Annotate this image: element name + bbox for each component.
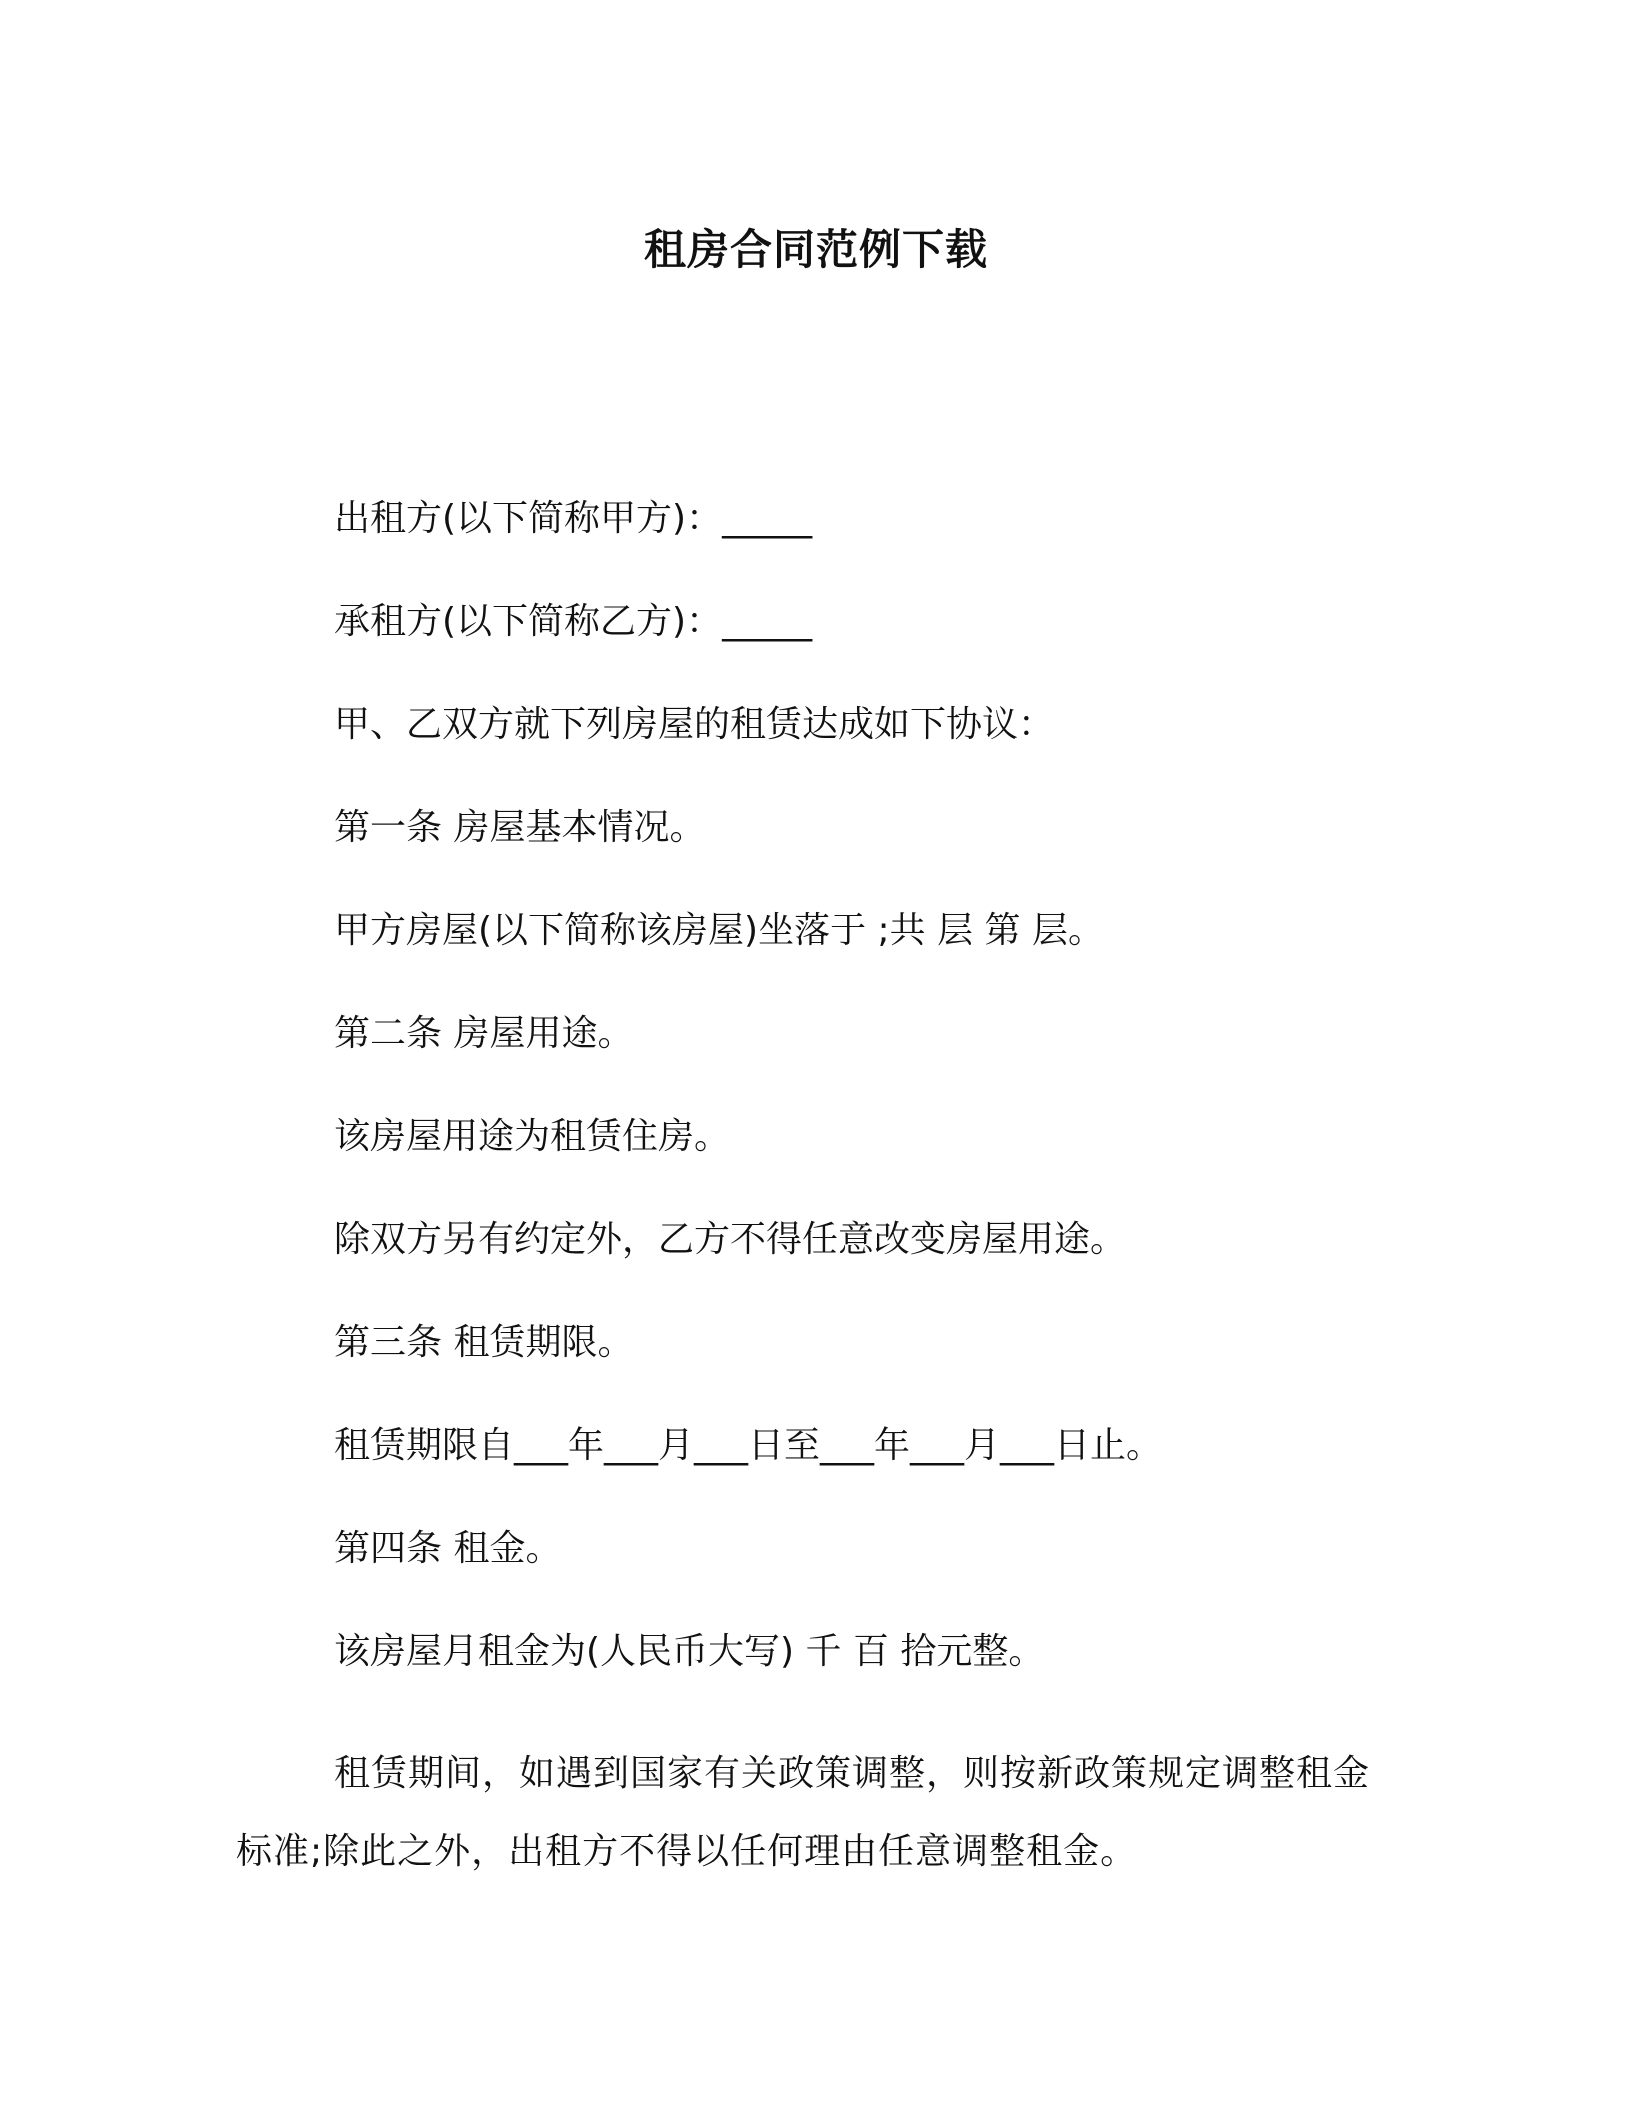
article-3-heading: 第三条 租赁期限。 [334,1322,634,1363]
rent-adjustment-paragraph: 租赁期间，如遇到国家有关政策调整，则按新政策规定调整租金标准;除此之外，出租方不得以任何理由任意调整租金。 [236,1753,1371,1872]
article-1-heading: 第一条 房屋基本情况。 [334,807,706,848]
article-2-text-2: 除双方另有约定外，乙方不得任意改变房屋用途。 [334,1219,1127,1260]
lessor-line: 出租方(以下简称甲方)：_____ [334,498,813,539]
article-3-text: 租赁期限自___年___月___日至___年___月___日止。 [334,1425,1163,1466]
article-2-heading: 第二条 房屋用途。 [334,1013,634,1054]
article-4-text: 该房屋月租金为(人民币大写) 千 百 拾元整。 [334,1631,1045,1672]
lessee-line: 承租方(以下简称乙方)：_____ [334,601,813,642]
article-2-text-1: 该房屋用途为租赁住房。 [334,1116,731,1157]
article-4-heading: 第四条 租金。 [334,1528,562,1569]
document-title: 租房合同范例下载 [643,225,988,274]
agreement-intro: 甲、乙双方就下列房屋的租赁达成如下协议： [334,704,1055,745]
article-1-text: 甲方房屋(以下简称该房屋)坐落于 ;共 层 第 层。 [334,910,1104,951]
